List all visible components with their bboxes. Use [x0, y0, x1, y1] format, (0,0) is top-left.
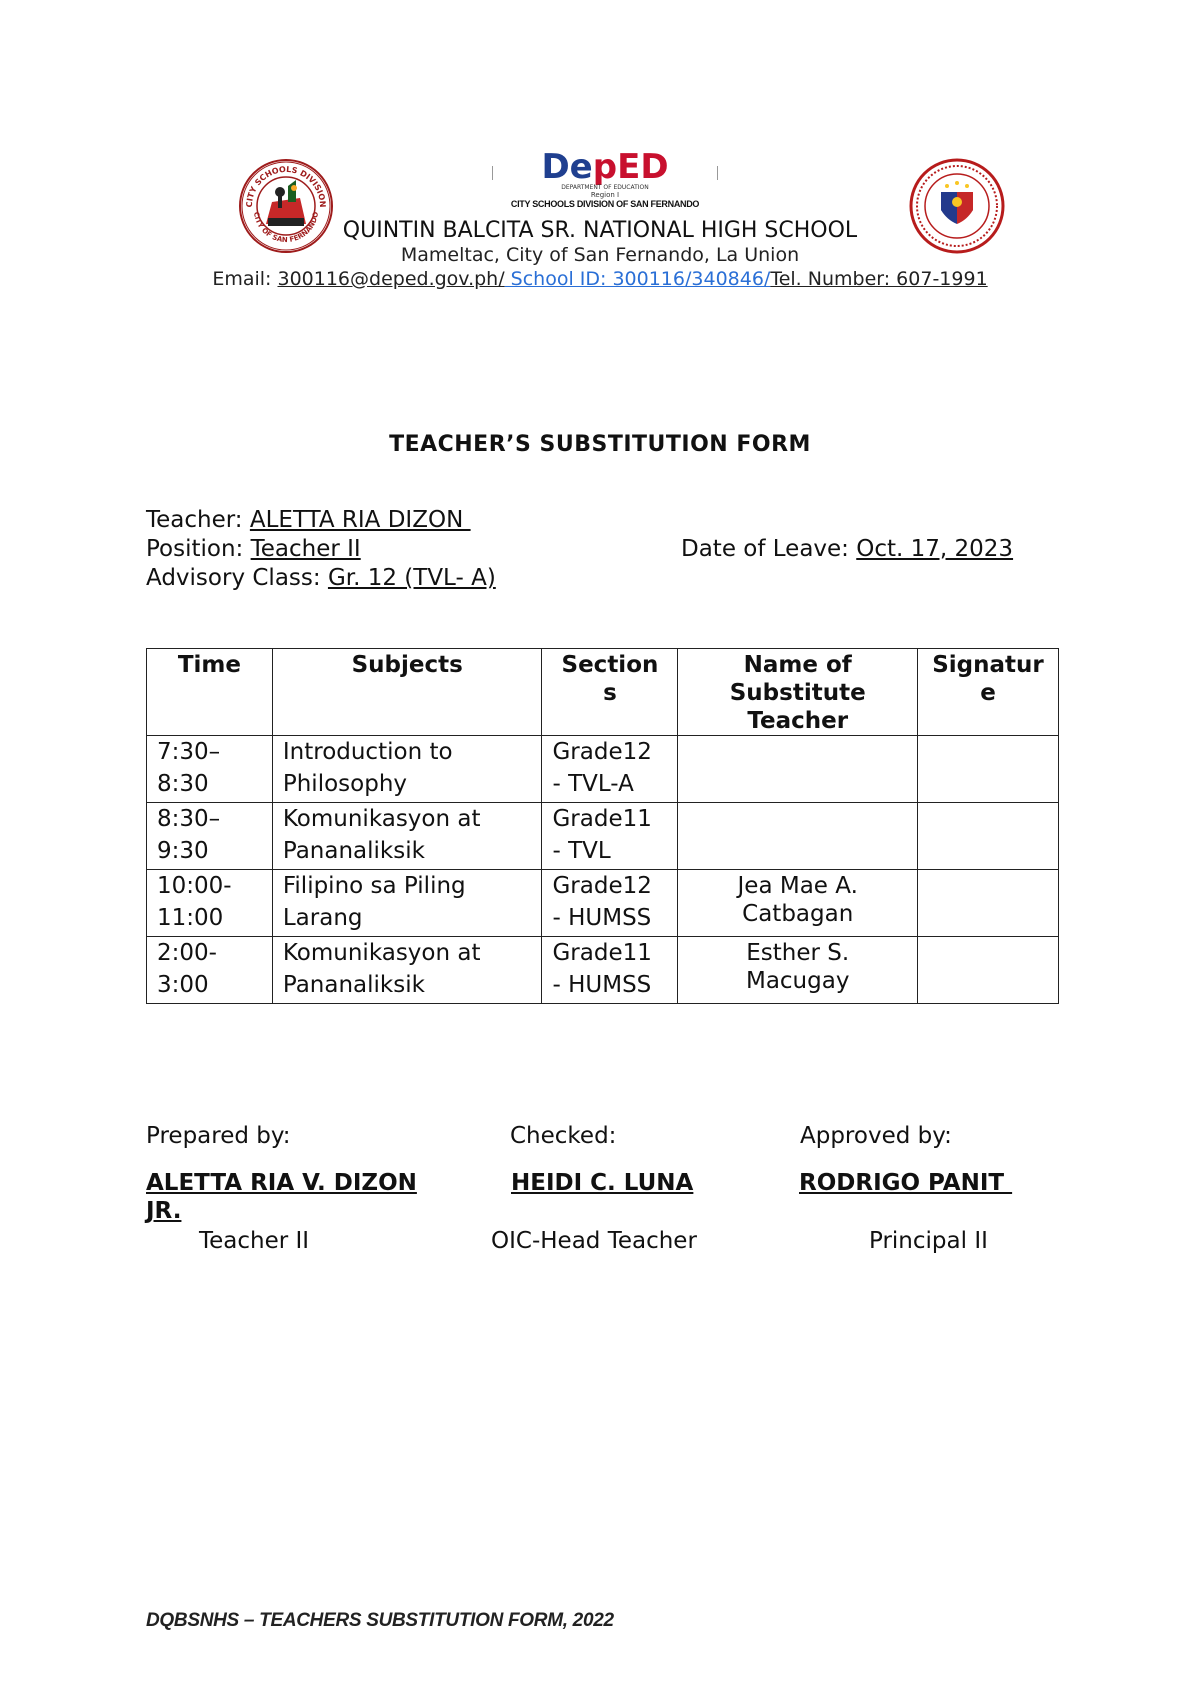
cell-time: 2:00- 3:00 — [147, 937, 273, 1004]
cell-substitute[interactable] — [678, 803, 918, 870]
cell-subject: Filipino sa Piling Larang — [272, 870, 542, 937]
cell-signature[interactable] — [918, 803, 1059, 870]
header-signature: Signatur e — [918, 649, 1059, 736]
cell-section: Grade11 - TVL — [542, 803, 678, 870]
divider-right — [717, 166, 718, 180]
cell-subject: Introduction to Philosophy — [272, 736, 542, 803]
prepared-title: Teacher II — [199, 1228, 310, 1254]
prepared-by-label: Prepared by: — [146, 1123, 291, 1149]
deped-subtitle: DEPARTMENT OF EDUCATION — [561, 184, 649, 191]
left-seal-bottom-text: CITY OF SAN FERNANDO — [251, 211, 321, 245]
cell-substitute[interactable]: Esther S. Macugay — [678, 937, 918, 1004]
approved-by-label: Approved by: — [800, 1123, 952, 1149]
advisory-label: Advisory Class: — [146, 565, 328, 591]
teacher-line — [146, 506, 471, 534]
school-id-link[interactable]: School ID: 300116/340846/ — [504, 268, 771, 290]
checked-label: Checked: — [510, 1123, 617, 1149]
cell-time: 7:30– 8:30 — [147, 736, 273, 803]
teacher-label: Teacher: — [146, 507, 250, 533]
approved-name: RODRIGO PANIT — [799, 1170, 1013, 1196]
header-substitute: Name of Substitute Teacher — [678, 649, 918, 736]
school-address: Mameltac, City of San Fernando, La Union — [400, 244, 800, 266]
teacher-value: ALETTA RIA DIZON — [249, 507, 471, 533]
cell-section: Grade12 - TVL-A — [542, 736, 678, 803]
cell-subject: Komunikasyon at Pananaliksik — [272, 937, 542, 1004]
header-subjects: Subjects — [272, 649, 542, 736]
position-value: Teacher II — [250, 536, 361, 562]
school-name: QUINTIN BALCITA SR. NATIONAL HIGH SCHOOL — [342, 218, 858, 243]
cell-substitute[interactable] — [678, 736, 918, 803]
cell-signature[interactable] — [918, 736, 1059, 803]
divider-left — [492, 166, 493, 180]
cell-time: 10:00- 11:00 — [147, 870, 273, 937]
deped-logo — [490, 147, 720, 212]
table-row — [147, 736, 1059, 803]
deped-wordmark: DepED — [541, 147, 669, 187]
cell-section: Grade12 - HUMSS — [542, 870, 678, 937]
left-seal-top-text: CITY SCHOOLS DIVISION — [244, 164, 328, 208]
tel-number: Tel. Number: 607-1991 — [770, 268, 988, 290]
checked-title: OIC-Head Teacher — [491, 1228, 697, 1254]
deped-division: CITY SCHOOLS DIVISION OF SAN FERNANDO — [510, 199, 700, 209]
table-row — [147, 937, 1059, 1004]
cell-subject: Komunikasyon at Pananaliksik — [272, 803, 542, 870]
cell-time: 8:30– 9:30 — [147, 803, 273, 870]
date-value: Oct. 17, 2023 — [856, 536, 1014, 562]
approved-title: Principal II — [869, 1228, 988, 1254]
cell-signature[interactable] — [918, 937, 1059, 1004]
header-sections: Section s — [542, 649, 678, 736]
page-footer: DQBSNHS – TEACHERS SUBSTITUTION FORM, 2022 — [146, 1610, 614, 1631]
date-label: Date of Leave: — [681, 536, 857, 562]
checked-name: HEIDI C. LUNA — [511, 1170, 694, 1196]
position-line — [146, 535, 433, 563]
table-row — [147, 803, 1059, 870]
date-of-leave-line — [681, 535, 1013, 563]
cell-substitute[interactable]: Jea Mae A. Catbagan — [678, 870, 918, 937]
advisory-value: Gr. 12 (TVL- A) — [327, 565, 496, 591]
deped-region: Region I — [590, 191, 620, 199]
cell-signature[interactable] — [918, 870, 1059, 937]
header-time: Time — [147, 649, 273, 736]
table-row — [147, 870, 1059, 937]
cell-section: Grade11 - HUMSS — [542, 937, 678, 1004]
school-contact — [0, 267, 1200, 291]
contact-label: Email: — [212, 268, 278, 290]
form-title: TEACHER’S SUBSTITUTION FORM — [389, 432, 811, 457]
advisory-line — [146, 564, 496, 592]
position-label: Position: — [146, 536, 251, 562]
prepared-name: ALETTA RIA V. DIZON JR. — [146, 1170, 417, 1224]
email-link[interactable]: 300116@deped.gov.ph/ — [277, 268, 505, 290]
schedule-table — [146, 648, 1059, 1004]
table-header-row — [147, 649, 1059, 736]
